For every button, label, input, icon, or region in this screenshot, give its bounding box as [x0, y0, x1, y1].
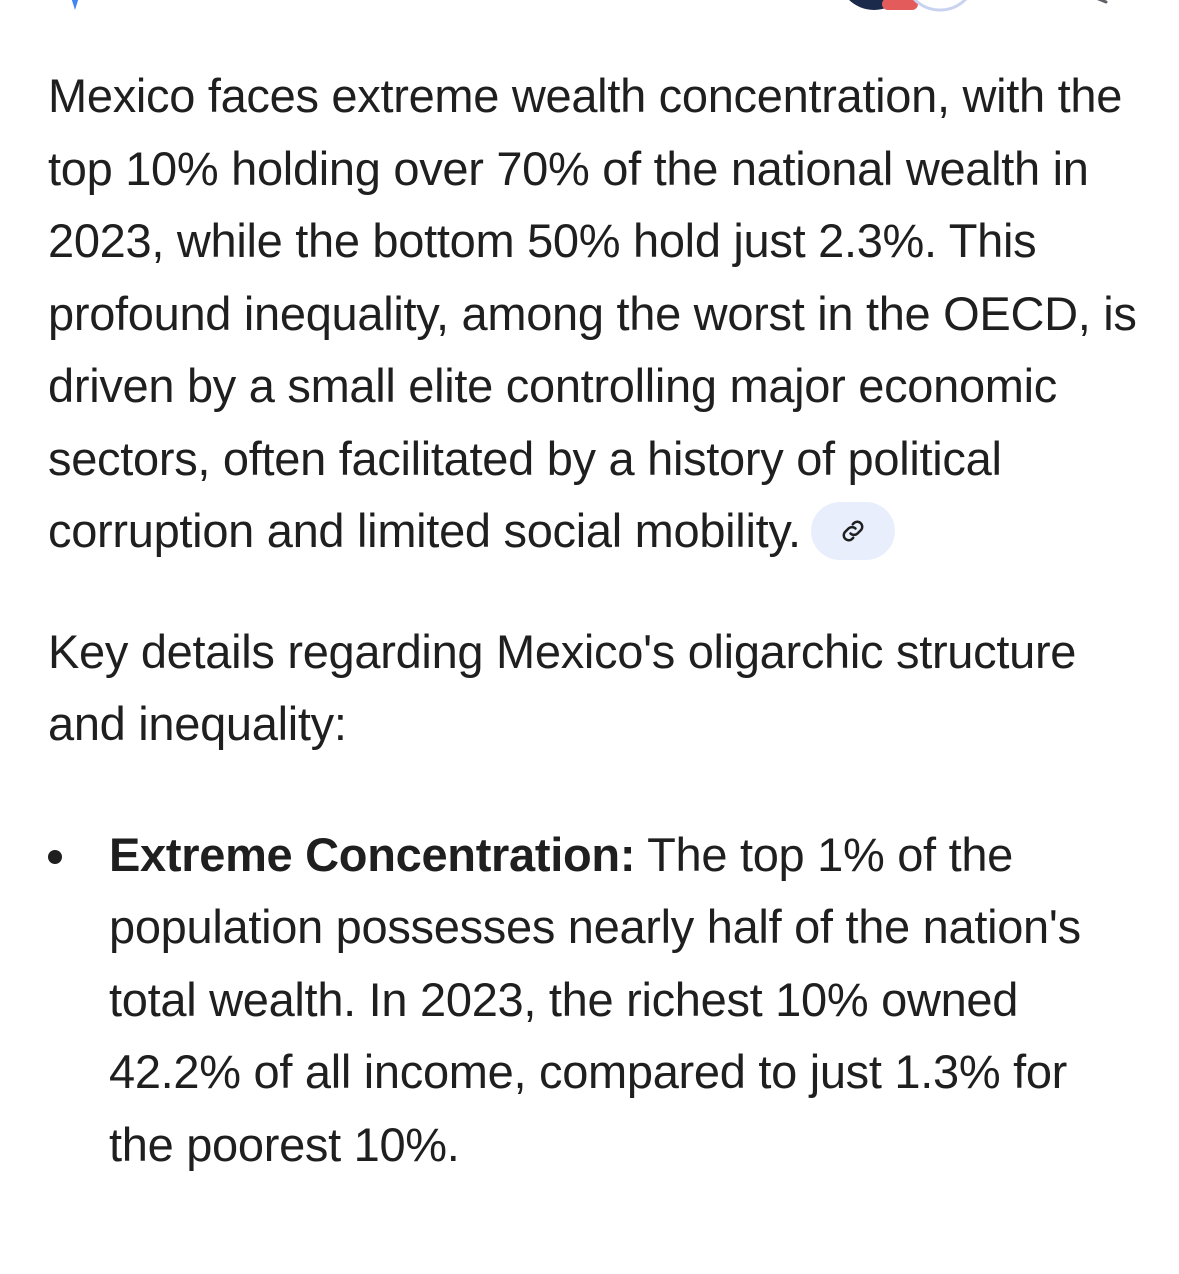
- link-icon: [838, 516, 868, 546]
- overlapping-avatars-icon[interactable]: [832, 0, 982, 16]
- details-heading: Key details regarding Mexico's oligarchic structure and inequality:: [48, 624, 1077, 750]
- response-content: [48, 60, 1138, 1181]
- partial-diamond-icon: [70, 0, 80, 10]
- top-bar: [0, 0, 1179, 20]
- intro-text: Mexico faces extreme wealth concentration, with the top 10% holding over 70% of the national wealth in 2023, while the bottom 50% hold just 2.3%. This profound inequality, among the worst in the OECD, is driven by a small elite controlling major economic sectors, often facilitated by a history of political corruption and limited social mobility.: [48, 69, 1137, 557]
- bullet-term: Extreme Concentration:: [109, 827, 636, 881]
- more-icon[interactable]: [1094, 0, 1108, 6]
- intro-paragraph: [48, 60, 1138, 568]
- bullet-icon: [48, 850, 62, 864]
- source-link-chip[interactable]: [811, 502, 895, 560]
- list-item: [48, 819, 1138, 1182]
- details-list: [48, 819, 1138, 1182]
- bullet-text: The top 1% of the population possesses nearly half of the nation's total wealth. In 2023, the richest 10% owned 42.2% of all income, compared to just 1.3% for the poorest 10%.: [109, 827, 1081, 1171]
